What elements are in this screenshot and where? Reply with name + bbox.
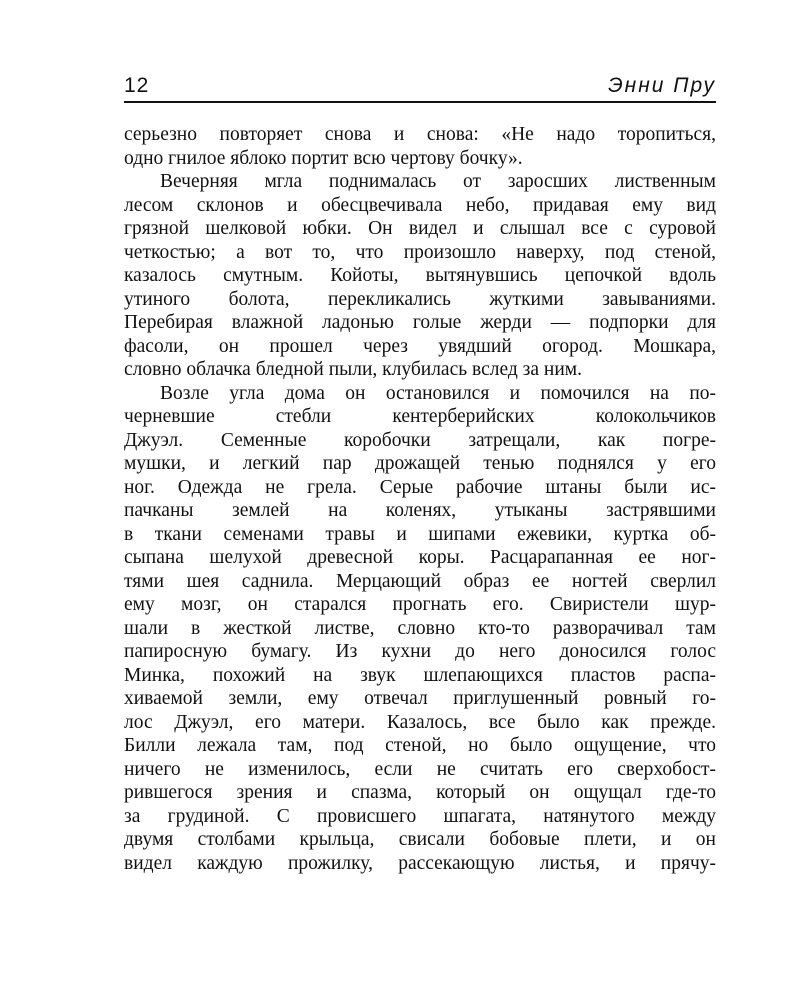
text-line: Вечерняя мгла поднималась от заросших лиственным — [160, 171, 716, 192]
text-line: словно облачка бледной пыли, клубилась вслед за ним. — [124, 359, 583, 380]
text-line: казалось смутным. Койоты, вытянувшись цепочкой вдоль — [124, 265, 716, 286]
body-text — [124, 123, 716, 875]
text-line: одно гнилое яблоко портит всю чертову бочку». — [124, 147, 523, 169]
text-line: Перебирая влажной ладонью голые жерди — подпорки для — [124, 312, 716, 333]
text-line: видел каждую прожилку, рассекающую листья, и прячу- — [124, 852, 716, 874]
text-line: тями шея саднила. Мерцающий образ ее ногтей сверлил — [124, 570, 716, 592]
text-line: шали в жесткой листве, словно кто-то разворачивал там — [124, 617, 716, 639]
header-rule — [124, 101, 716, 103]
text-line: серьезно повторяет снова и снова: «Не надо торопиться, — [124, 124, 716, 145]
text-line: пачканы землей на коленях, утыканы застрявшими — [124, 500, 716, 521]
text-line: Билли лежала там, под стеной, но было ощущение, что — [124, 735, 716, 756]
page-number: 12 — [124, 74, 150, 97]
text-line: Возле угла дома он остановился и помочился на по- — [160, 382, 716, 404]
text-line: лос Джуэл, его матери. Казалось, все было как прежде. — [124, 711, 716, 733]
text-line: Джуэл. Семенные коробочки затрещали, как погре- — [124, 429, 716, 451]
text-line: папиросную бумагу. Из кухни до него доносился голос — [124, 641, 716, 662]
text-line: лесом склонов и обесцвечивала небо, придавая ему вид — [124, 194, 716, 216]
book-author: Энни Пру — [608, 74, 716, 97]
text-line: за грудиной. С провисшего шпагата, натянутого между — [124, 805, 716, 827]
text-line: мушки, и легкий пар дрожащей тенью поднялся у его — [124, 453, 716, 474]
text-line: грязной шелковой юбки. Он видел и слышал все с суровой — [124, 218, 716, 239]
text-line: Минка, похожий на звук шлепающихся пластов распа- — [124, 664, 716, 686]
running-header — [124, 62, 716, 98]
text-line: ничего не изменилось, если не считать его сверхобост- — [124, 758, 716, 780]
text-line: в ткани семенами травы и шипами ежевики, куртка об- — [124, 523, 716, 545]
text-line: двумя столбами крыльца, свисали бобовые плети, и он — [124, 829, 716, 850]
text-line: четкостью; а вот то, что произошло наверху, под стеной, — [124, 241, 716, 263]
text-line: утиного болота, перекликались жуткими завываниями. — [124, 288, 716, 310]
text-line: черневшие стебли кентерберийских колокольчиков — [124, 406, 716, 427]
text-line: рившегося зрения и спазма, который он ощущал где-то — [124, 782, 716, 803]
text-line: ему мозг, он старался прогнать его. Свиристели шур- — [124, 594, 716, 615]
text-line: фасоли, он прошел через увядший огород. Мошкара, — [124, 335, 716, 357]
text-line: хиваемой земли, ему отвечал приглушенный ровный го- — [124, 688, 716, 709]
text-line: ног. Одежда не грела. Серые рабочие штаны были ис- — [124, 476, 716, 498]
text-line: сыпана шелухой древесной коры. Расцарапанная ее ног- — [124, 547, 716, 568]
